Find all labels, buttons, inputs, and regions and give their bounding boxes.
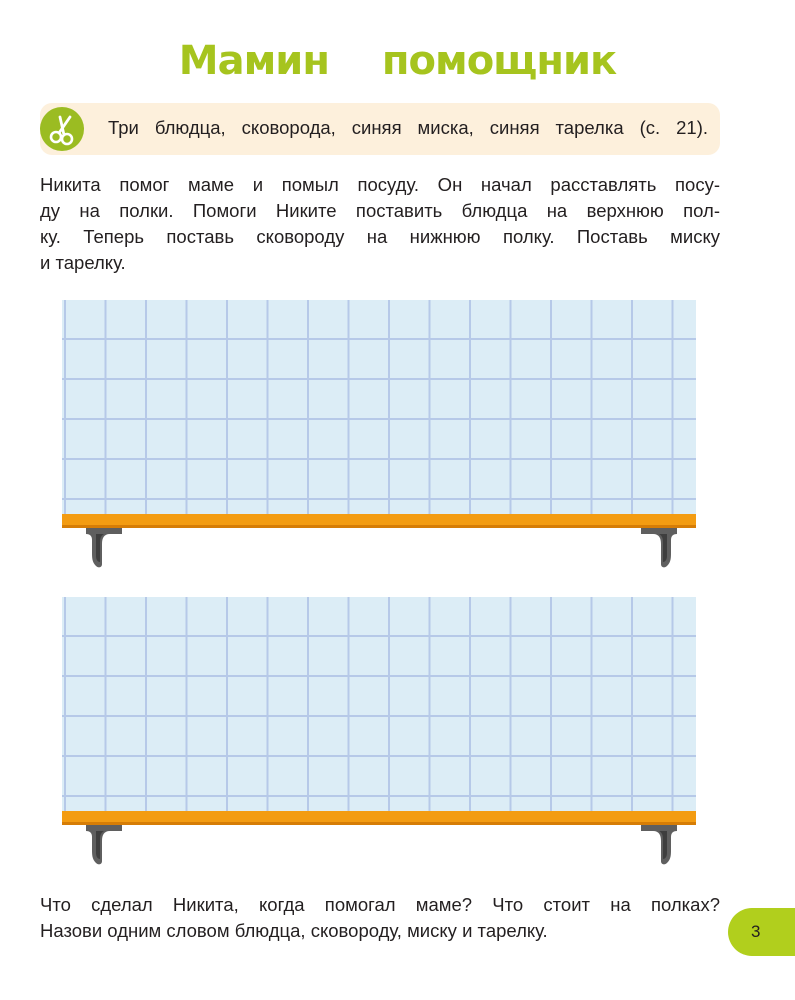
shelf-bracket-left bbox=[84, 528, 124, 570]
materials-text: Три блюдца, сковорода, синяя миска, синяя тарелка (с. 21). bbox=[108, 117, 708, 138]
question-line: Назови одним словом блюдца, сковороду, миску и тарелку. bbox=[40, 920, 548, 941]
instructions-line: Никита помог маме и помыл посуду. Он начал расставлять посу- bbox=[40, 174, 720, 195]
shelf-bracket-right bbox=[639, 825, 679, 867]
tile-wall bbox=[62, 300, 696, 514]
page-number-tab bbox=[728, 908, 795, 956]
shelf-plank bbox=[62, 811, 696, 825]
page-title: Мамин помощник bbox=[178, 38, 617, 84]
tile-wall bbox=[62, 597, 696, 811]
upper-shelf bbox=[62, 300, 696, 575]
scissors-icon bbox=[40, 107, 84, 151]
instructions-paragraph bbox=[40, 172, 720, 276]
instructions-line: и тарелку. bbox=[40, 252, 126, 273]
lower-shelf bbox=[62, 597, 696, 872]
page-number: 3 bbox=[751, 922, 761, 941]
shelf-bracket-right bbox=[639, 528, 679, 570]
instructions-line: ку. Теперь поставь сковороду на нижнюю полку. Поставь миску bbox=[40, 226, 720, 247]
shelf-bracket-left bbox=[84, 825, 124, 867]
shelf-plank bbox=[62, 514, 696, 528]
question-line: Что сделал Никита, когда помогал маме? Что стоит на полках? bbox=[40, 894, 720, 915]
instructions-line: ду на полки. Помоги Никите поставить блюдца на верхнюю пол- bbox=[40, 200, 720, 221]
questions-paragraph bbox=[40, 892, 720, 944]
